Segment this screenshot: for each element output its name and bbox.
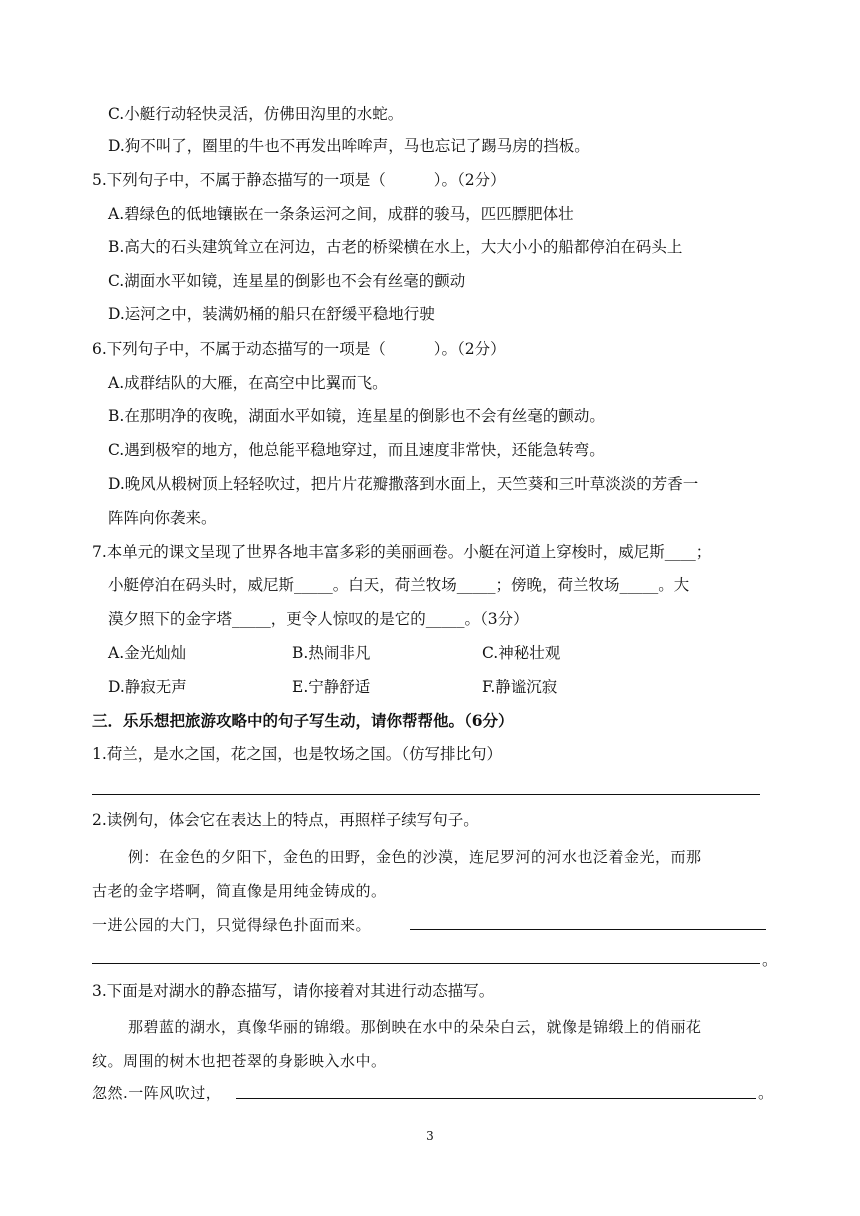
s3-q2-example-line2: 古老的金字塔啊，简直像是用纯金铸成的。 <box>92 882 387 900</box>
q5-stem <box>92 169 506 191</box>
q4-option-d: D.狗不叫了，圈里的牛也不再发出哞哞声，马也忘记了踢马房的挡板。 <box>108 137 590 155</box>
q7-stem-line2: 小艇停泊在码头时，威尼斯_____。白天，荷兰牧场_____；傍晚，荷兰牧场_____。大 <box>108 576 690 594</box>
s3-q3-prompt: 忽然.一阵风吹过， <box>92 1084 222 1102</box>
s3-q1-answer-line[interactable] <box>92 794 760 795</box>
q7-stem-line3: 漠夕照下的金字塔_____，更令人惊叹的是它的_____。（3分） <box>108 610 529 628</box>
q7-option-c: C.神秘壮观 <box>482 644 561 662</box>
s3-q2-example-line1: 例：在金色的夕阳下，金色的田野，金色的沙漠，连尼罗河的河水也泛着金光，而那 <box>128 848 702 866</box>
q5-option-b: B.高大的石头建筑耸立在河边，古老的桥梁横在水上，大大小小的船都停泊在码头上 <box>108 238 683 256</box>
s3-q3: 3.下面是对湖水的静态描写，请你接着对其进行动态描写。 <box>92 982 495 1000</box>
q5-stem-pre: 5.下列句子中，不属于静态描写的一项是（ <box>92 171 386 189</box>
s3-q3-answer-line[interactable] <box>236 1098 756 1099</box>
q7-option-d: D.静寂无声 <box>108 678 187 696</box>
s3-q3-passage-line2: 纹。周围的树木也把苍翠的身影映入水中。 <box>92 1052 387 1070</box>
q6-stem-post: ）。（2分） <box>433 340 506 358</box>
s3-q3-passage-line1: 那碧蓝的湖水，真像华丽的锦缎。那倒映在水中的朵朵白云，就像是锦缎上的俏丽花 <box>128 1018 702 1036</box>
q6-option-d-line1: D.晚风从椴树顶上轻轻吹过，把片片花瓣撒落到水面上，天竺葵和三叶草淡淡的芳香一 <box>108 475 699 493</box>
q7-option-b: B.热闹非凡 <box>292 644 371 662</box>
s3-q2: 2.读例句，体会它在表达上的特点，再照样子续写句子。 <box>92 811 479 829</box>
q5-option-a: A.碧绿色的低地镶嵌在一条条运河之间，成群的骏马，匹匹膘肥体壮 <box>108 205 574 223</box>
q6-stem-pre: 6.下列句子中，不属于动态描写的一项是（ <box>92 340 386 358</box>
section-3-title: 三．乐乐想把旅游攻略中的句子写生动，请你帮帮他。（6分） <box>92 711 514 730</box>
q6-option-b: B.在那明净的夜晚，湖面水平如镜，连星星的倒影也不会有丝毫的颤动。 <box>108 407 605 425</box>
q5-stem-post: ）。（2分） <box>433 171 506 189</box>
q6-option-a: A.成群结队的大雁，在高空中比翼而飞。 <box>108 374 388 392</box>
q7-option-a: A.金光灿灿 <box>108 644 187 662</box>
s3-q3-period: 。 <box>758 1084 774 1102</box>
q5-option-c: C.湖面水平如镜，连星星的倒影也不会有丝毫的颤动 <box>108 272 466 290</box>
s3-q2-answer-line1[interactable] <box>410 929 766 930</box>
s3-q2-answer-line2[interactable] <box>92 963 760 964</box>
s3-q2-period: 。 <box>762 951 778 969</box>
q6-option-d-line2: 阵阵向你袭来。 <box>108 509 217 527</box>
q7-option-f: F.静谧沉寂 <box>482 678 558 696</box>
q6-stem <box>92 338 506 360</box>
q7-stem-line1: 7.本单元的课文呈现了世界各地丰富多彩的美丽画卷。小艇在河道上穿梭时，威尼斯____； <box>92 543 712 561</box>
q4-option-c: C.小艇行动轻快灵活，仿佛田沟里的水蛇。 <box>108 105 404 123</box>
page-number: 3 <box>426 1129 434 1143</box>
s3-q1: 1.荷兰，是水之国，花之国，也是牧场之国。（仿写排比句） <box>92 745 503 763</box>
q7-option-e: E.宁静舒适 <box>292 678 371 696</box>
s3-q2-prompt: 一进公园的大门，只觉得绿色扑面而来。 <box>92 916 372 934</box>
q5-option-d: D.运河之中，装满奶桶的船只在舒缓平稳地行驶 <box>108 305 435 323</box>
q6-option-c: C.遇到极窄的地方，他总能平稳地穿过，而且速度非常快，还能急转弯。 <box>108 441 605 459</box>
